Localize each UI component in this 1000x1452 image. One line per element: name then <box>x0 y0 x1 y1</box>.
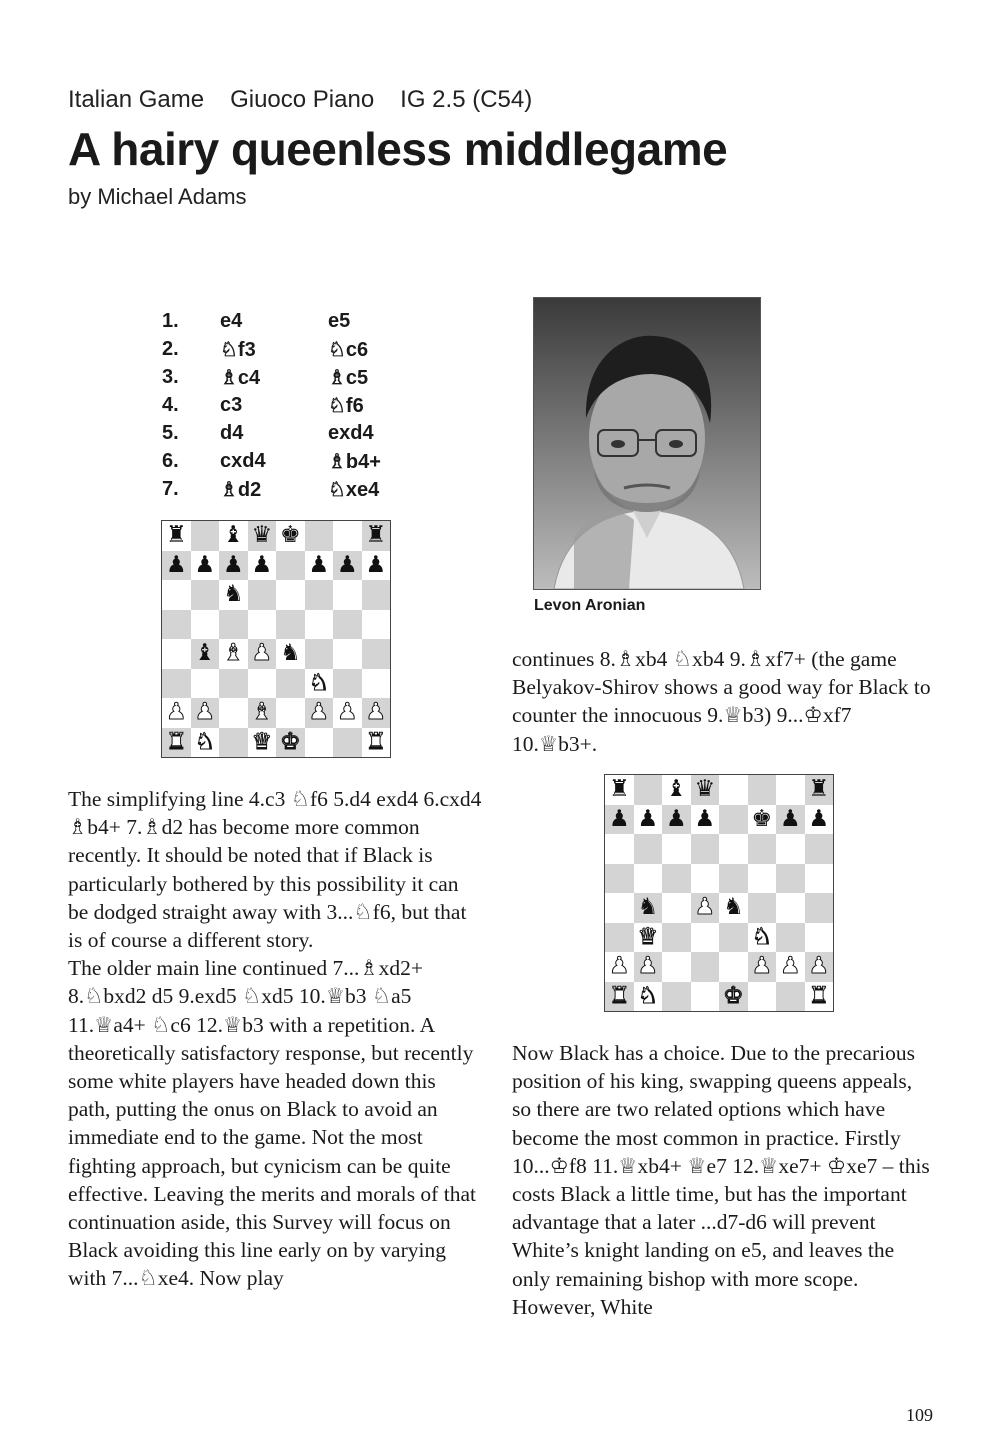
left-column <box>68 785 483 1293</box>
board-square <box>333 728 362 758</box>
board-square <box>805 923 834 953</box>
board-square <box>662 805 691 835</box>
opening-name: Italian Game <box>68 86 205 113</box>
black-rook-icon: ♜ <box>165 522 187 549</box>
board-square <box>248 551 277 581</box>
board-square <box>305 610 334 640</box>
black-move: ♘c6 <box>328 338 369 361</box>
white-queen-icon: ♛ <box>637 923 659 950</box>
black-pawn-icon: ♟ <box>694 805 716 832</box>
black-knight-icon: ♞ <box>637 894 659 921</box>
board-square <box>162 728 191 758</box>
eco-code: IG 2.5 (C54) <box>400 86 533 113</box>
board-square <box>362 728 391 758</box>
board-square <box>248 580 277 610</box>
white-bishop-icon: ♝ <box>222 640 244 667</box>
board-square <box>805 775 834 805</box>
board-square <box>605 775 634 805</box>
move-row <box>162 475 418 503</box>
board-square <box>805 834 834 864</box>
black-pawn-icon: ♟ <box>608 805 630 832</box>
board-square <box>719 805 748 835</box>
white-move: ♗c4 <box>220 366 261 389</box>
board-square <box>276 639 305 669</box>
black-move: ♘f6 <box>328 394 364 417</box>
board-square <box>719 982 748 1012</box>
board-square <box>305 639 334 669</box>
board-square <box>776 805 805 835</box>
black-move: e5 <box>328 309 351 332</box>
right-column-top <box>512 645 932 758</box>
board-square <box>634 775 663 805</box>
board-square <box>362 610 391 640</box>
board-square <box>776 775 805 805</box>
board-square <box>219 551 248 581</box>
board-square <box>776 952 805 982</box>
paragraph: The older main line continued 7...♗xd2+ 8.♘bxd2 d5 9.exd5 ♘xd5 10.♕b3 ♘a5 11.♕a4+ ♘c6 12.♕b3 with a repetition. A theoretically satisfactory response, but recently some white players have headed down this path, putting the onus on Black to avoid an immediate end to the game. Not the most fighting approach, but cynicism can be quite effective. Leaving the merits and morals of that continuation aside, this Survey will focus on Black avoiding this line early on by varying with 7...♘xe4. Now play <box>68 956 476 1291</box>
black-move: ♗b4+ <box>328 450 381 473</box>
black-pawn-icon: ♟ <box>308 551 330 578</box>
white-move: cxd4 <box>220 449 266 472</box>
board-square <box>191 669 220 699</box>
board-square <box>248 728 277 758</box>
board-square <box>305 580 334 610</box>
board-square <box>333 521 362 551</box>
board-square <box>305 698 334 728</box>
board-square <box>333 551 362 581</box>
board-square <box>748 923 777 953</box>
black-bishop-icon: ♝ <box>222 522 244 549</box>
white-pawn-icon: ♟ <box>808 953 830 980</box>
move-row <box>162 419 418 447</box>
board-square <box>219 669 248 699</box>
board-square <box>305 728 334 758</box>
board-square <box>719 834 748 864</box>
black-rook-icon: ♜ <box>365 522 387 549</box>
board-square <box>662 982 691 1012</box>
board-square <box>805 864 834 894</box>
page-number: 109 <box>906 1405 933 1425</box>
board-square <box>748 805 777 835</box>
right-column-bottom <box>512 1039 932 1321</box>
white-pawn-icon: ♟ <box>637 953 659 980</box>
board-square <box>691 982 720 1012</box>
board-square <box>776 923 805 953</box>
white-pawn-icon: ♟ <box>779 953 801 980</box>
white-move: d4 <box>220 421 244 444</box>
board-square <box>719 775 748 805</box>
white-move: ♘f3 <box>220 338 256 361</box>
board-square <box>191 639 220 669</box>
board-square <box>691 864 720 894</box>
board-square <box>191 551 220 581</box>
board-square <box>691 923 720 953</box>
board-square <box>276 669 305 699</box>
board-square <box>333 669 362 699</box>
board-square <box>776 834 805 864</box>
board-square <box>162 521 191 551</box>
board-square <box>305 521 334 551</box>
board-square <box>719 893 748 923</box>
board-square <box>276 610 305 640</box>
portrait-image <box>534 298 760 589</box>
black-pawn-icon: ♟ <box>779 805 801 832</box>
board-square <box>805 893 834 923</box>
board-square <box>691 893 720 923</box>
white-king-icon: ♚ <box>279 728 301 755</box>
board-square <box>634 952 663 982</box>
board-square <box>219 610 248 640</box>
board-square <box>662 864 691 894</box>
photo-caption: Levon Aronian <box>534 597 646 614</box>
board-square <box>362 580 391 610</box>
board-square <box>634 805 663 835</box>
board-square <box>634 923 663 953</box>
white-pawn-icon: ♟ <box>308 699 330 726</box>
black-move: exd4 <box>328 421 374 444</box>
board-square <box>719 864 748 894</box>
board-square <box>776 982 805 1012</box>
board-square <box>776 864 805 894</box>
board-square <box>219 521 248 551</box>
black-knight-icon: ♞ <box>279 640 301 667</box>
variation-name: Giuoco Piano <box>230 86 375 113</box>
board-square <box>362 551 391 581</box>
paragraph: continues 8.♗xb4 ♘xb4 9.♗xf7+ (the game Belyakov-Shirov shows a good way for Black to counter the innocuous 9.♕b3) 9...♔xf7 10.♕b3+. <box>512 647 931 756</box>
header <box>68 86 948 210</box>
black-move: ♘xe4 <box>328 478 380 501</box>
board-square <box>276 521 305 551</box>
black-pawn-icon: ♟ <box>365 551 387 578</box>
white-pawn-icon: ♟ <box>694 894 716 921</box>
white-pawn-icon: ♟ <box>751 953 773 980</box>
black-queen-icon: ♛ <box>251 522 273 549</box>
move-number: 3. <box>162 365 179 388</box>
board-square <box>333 698 362 728</box>
board-square <box>248 698 277 728</box>
move-number: 4. <box>162 393 179 416</box>
board-square <box>162 610 191 640</box>
board-square <box>634 864 663 894</box>
board-square <box>362 669 391 699</box>
board-square <box>605 982 634 1012</box>
black-pawn-icon: ♟ <box>637 805 659 832</box>
black-king-icon: ♚ <box>279 522 301 549</box>
board-square <box>333 610 362 640</box>
paragraph: Now Black has a choice. Due to the precarious position of his king, swapping queens appeals, so there are two related options which have become the most common in practice. Firstly 10...♔f8 11.♕xb4+ ♕e7 12.♕xe7+ ♔xe7 – this costs Black a little time, but has the important advantage that a later ...d7-d6 will prevent White’s knight landing on e5, and leaves the only remaining bishop with more scope. However, White <box>512 1041 930 1319</box>
board-square <box>605 834 634 864</box>
board-square <box>162 698 191 728</box>
black-pawn-icon: ♟ <box>336 551 358 578</box>
black-move: ♗c5 <box>328 366 369 389</box>
white-move: ♗d2 <box>220 478 262 501</box>
board-square <box>162 551 191 581</box>
board-square <box>276 728 305 758</box>
white-queen-icon: ♛ <box>251 728 273 755</box>
move-row <box>162 335 418 363</box>
board-square <box>219 580 248 610</box>
board-square <box>276 698 305 728</box>
move-number: 6. <box>162 449 179 472</box>
board-square <box>162 580 191 610</box>
eco-line <box>68 86 948 114</box>
board-square <box>219 698 248 728</box>
board-square <box>691 775 720 805</box>
white-knight-icon: ♞ <box>194 728 216 755</box>
board-square <box>634 982 663 1012</box>
board-square <box>191 580 220 610</box>
board-square <box>333 639 362 669</box>
board-square <box>691 805 720 835</box>
black-pawn-icon: ♟ <box>665 805 687 832</box>
board-square <box>605 805 634 835</box>
black-rook-icon: ♜ <box>608 776 630 803</box>
board-square <box>605 952 634 982</box>
board-square <box>362 639 391 669</box>
board-square <box>805 982 834 1012</box>
white-pawn-icon: ♟ <box>608 953 630 980</box>
black-pawn-icon: ♟ <box>194 551 216 578</box>
board-square <box>605 923 634 953</box>
board-square <box>248 610 277 640</box>
board-square <box>162 639 191 669</box>
board-square <box>662 775 691 805</box>
board-square <box>191 728 220 758</box>
black-pawn-icon: ♟ <box>251 551 273 578</box>
board-square <box>219 728 248 758</box>
author-line: by Michael Adams <box>68 184 247 209</box>
black-pawn-icon: ♟ <box>222 551 244 578</box>
white-knight-icon: ♞ <box>308 669 330 696</box>
move-row <box>162 363 418 391</box>
white-pawn-icon: ♟ <box>251 640 273 667</box>
board-square <box>248 521 277 551</box>
board-square <box>748 834 777 864</box>
board-square <box>634 834 663 864</box>
board-square <box>719 952 748 982</box>
move-row <box>162 391 418 419</box>
board-square <box>805 805 834 835</box>
black-knight-icon: ♞ <box>722 894 744 921</box>
board-square <box>333 580 362 610</box>
move-number: 1. <box>162 309 179 332</box>
white-move: e4 <box>220 309 243 332</box>
black-king-icon: ♚ <box>751 805 773 832</box>
board-square <box>719 923 748 953</box>
board-square <box>691 952 720 982</box>
white-pawn-icon: ♟ <box>165 699 187 726</box>
board-square <box>662 893 691 923</box>
white-pawn-icon: ♟ <box>336 699 358 726</box>
board-square <box>805 952 834 982</box>
board-square <box>191 610 220 640</box>
board-square <box>605 864 634 894</box>
board-square <box>748 864 777 894</box>
board-square <box>305 551 334 581</box>
black-pawn-icon: ♟ <box>808 805 830 832</box>
black-pawn-icon: ♟ <box>165 551 187 578</box>
white-pawn-icon: ♟ <box>365 699 387 726</box>
move-number: 5. <box>162 421 179 444</box>
black-knight-icon: ♞ <box>222 581 244 608</box>
board-square <box>748 952 777 982</box>
board-square <box>191 698 220 728</box>
board-square <box>662 952 691 982</box>
move-number: 2. <box>162 337 179 360</box>
board-square <box>276 551 305 581</box>
board-square <box>634 893 663 923</box>
board-square <box>248 639 277 669</box>
white-move: c3 <box>220 393 243 416</box>
black-rook-icon: ♜ <box>808 776 830 803</box>
board-square <box>362 521 391 551</box>
white-rook-icon: ♜ <box>808 982 830 1009</box>
board-square <box>305 669 334 699</box>
black-queen-icon: ♛ <box>694 776 716 803</box>
board-square <box>605 893 634 923</box>
board-square <box>776 893 805 923</box>
board-square <box>691 834 720 864</box>
white-knight-icon: ♞ <box>637 982 659 1009</box>
board-square <box>219 639 248 669</box>
white-pawn-icon: ♟ <box>194 699 216 726</box>
board-square <box>662 834 691 864</box>
board-square <box>162 669 191 699</box>
move-list <box>162 307 418 503</box>
move-row <box>162 447 418 475</box>
black-bishop-icon: ♝ <box>194 640 216 667</box>
white-king-icon: ♚ <box>722 982 744 1009</box>
board-square <box>748 893 777 923</box>
white-rook-icon: ♜ <box>365 728 387 755</box>
white-bishop-icon: ♝ <box>251 699 273 726</box>
board-square <box>748 775 777 805</box>
chess-diagram-1 <box>161 520 391 758</box>
paragraph: The simplifying line 4.c3 ♘f6 5.d4 exd4 6.cxd4 ♗b4+ 7.♗d2 has become more common recently. It should be noted that if Black is particularly bothered by this possibility it can be dodged straight away with 3...♘f6, but that is of course a different story. <box>68 787 482 953</box>
board-square <box>191 521 220 551</box>
move-number: 7. <box>162 477 179 500</box>
chess-diagram-2 <box>604 774 834 1012</box>
player-photo <box>533 297 761 590</box>
move-row <box>162 307 418 335</box>
white-rook-icon: ♜ <box>608 982 630 1009</box>
white-knight-icon: ♞ <box>751 923 773 950</box>
board-square <box>362 698 391 728</box>
board-square <box>748 982 777 1012</box>
board-square <box>662 923 691 953</box>
board-square <box>276 580 305 610</box>
black-bishop-icon: ♝ <box>665 776 687 803</box>
board-square <box>248 669 277 699</box>
white-rook-icon: ♜ <box>165 728 187 755</box>
page-title: A hairy queenless middlegame <box>68 123 728 175</box>
